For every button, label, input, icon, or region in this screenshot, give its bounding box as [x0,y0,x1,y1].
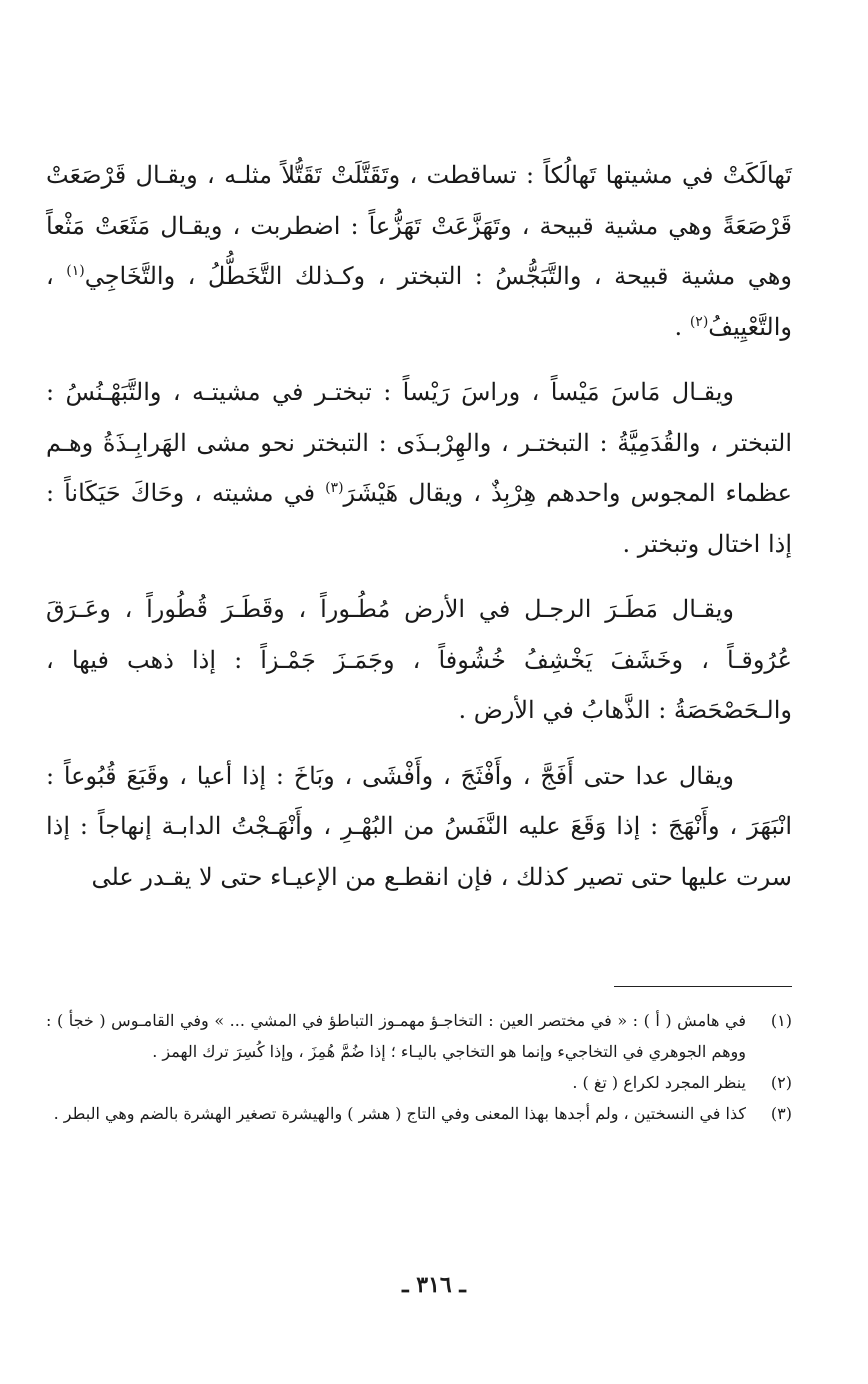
footnote-number: (٢) [770,1073,792,1092]
footnote-separator [614,986,792,987]
footnote-number: (٣) [770,1104,792,1123]
paragraph-4: ويقال عدا حتى أَفَجَّ ، وأَفْثَجَ ، وأَفْشَى ، وبَاخَ : إذا أعيا ، وقَبَعَ قُبُوعاً : انْبَهَرَ ، وأَنْهَجَ : إذا وَقَعَ عليه النَّفَسُ من البُهْـرِ ، وأَنْهَـجْتُ الدابـة إنهاجاً : إذا سرت عليها حتى تصير كذلك ، فإن انقطـع من الإعيـاء حتى لا يقـدر على [46,761,792,891]
paragraph-2: ويقـال مَاسَ مَيْساً ، وراسَ رَيْساً : تبختـر في مشيتـه ، والتَّبَهْـنُسُ : التبختر ، والقُدَمِيَّةُ : التبختـر ، والهِرْبـذَى : التبختر نحو مشى الهَرابِـذَةُ وهـم عظماء المجوس واحدهم هِرْبِذٌ ، ويقال هَيْشَرَ$^{(٣)}$ في مشيته ، وحَاكَ حَيَكَاناً : إذا اختال وتبختر . [46,378,793,558]
paragraph-1: تَهالَكَتْ في مشيتها تَهالُكاً : تساقطت ، وتَقَتَّلَتْ تَقَتُّلاً مثلـه ، ويقـال قَرْصَعَتْ قَرْصَعَةً وهي مشية قبيحة ، وتَهَزَّعَتْ تَهَزُّعاً : اضطربت ، ويقـال مَثَعَتْ مَثْعاً وهي مشية قبيحة ، والتَّبَجُّسُ : التبختر ، وكـذلك التَّخَطُّلُ ، والتَّخَاجِي$^{(١)}$ ، والتَّعْيِيفُ$^{(٢)}$ . [46,161,793,341]
footnote-1 [46,1005,792,1067]
footnote-3 [46,1098,792,1129]
main-text [46,150,792,917]
page-number: ـ ٣١٦ ـ [402,1272,466,1298]
footnote-ref-3[interactable]: (٣) [325,480,344,496]
footnote-text: ينظر المجرد لكراع ( تغ ) . [572,1073,746,1092]
paragraph-3: ويقـال مَطَـرَ الرجـل في الأرض مُطُـوراً ، وقَطَـرَ قُطُوراً ، وعَـرَقَ عُرُوقـاً ، وخَشَفَ يَخْشِفُ خُشُوفاً ، وجَمَـزَ جَمْـزاً : إذا ذهب فيها ، والـحَصْحَصَةُ : الذَّهابُ في الأرض . [46,595,792,724]
footnotes [46,1005,792,1129]
footnote-ref-2[interactable]: (٢) [689,313,709,330]
footnote-2 [46,1067,792,1098]
footnote-number: (١) [770,1011,792,1030]
footnote-text: في هامش ( أ ) : « في مختصر العين : التخاجـؤ مهمـوز التباطؤ في المشي ... » وفي القامـوس ( خجأ ) : ووهم الجوهري في التخاجيء وإنما هو التخاجي باليـاء ؛ إذا ضُمَّ هُمِزَ ، وإذا كُسِرَ ترك الهمز . [46,1011,747,1061]
footnote-ref-1[interactable]: (١) [66,263,85,279]
footnote-text: كذا في النسختين ، ولم أجدها بهذا المعنى وفي التاج ( هشر ) والهيشرة تصغير الهشرة بالضم وهي البطر . [53,1104,746,1123]
